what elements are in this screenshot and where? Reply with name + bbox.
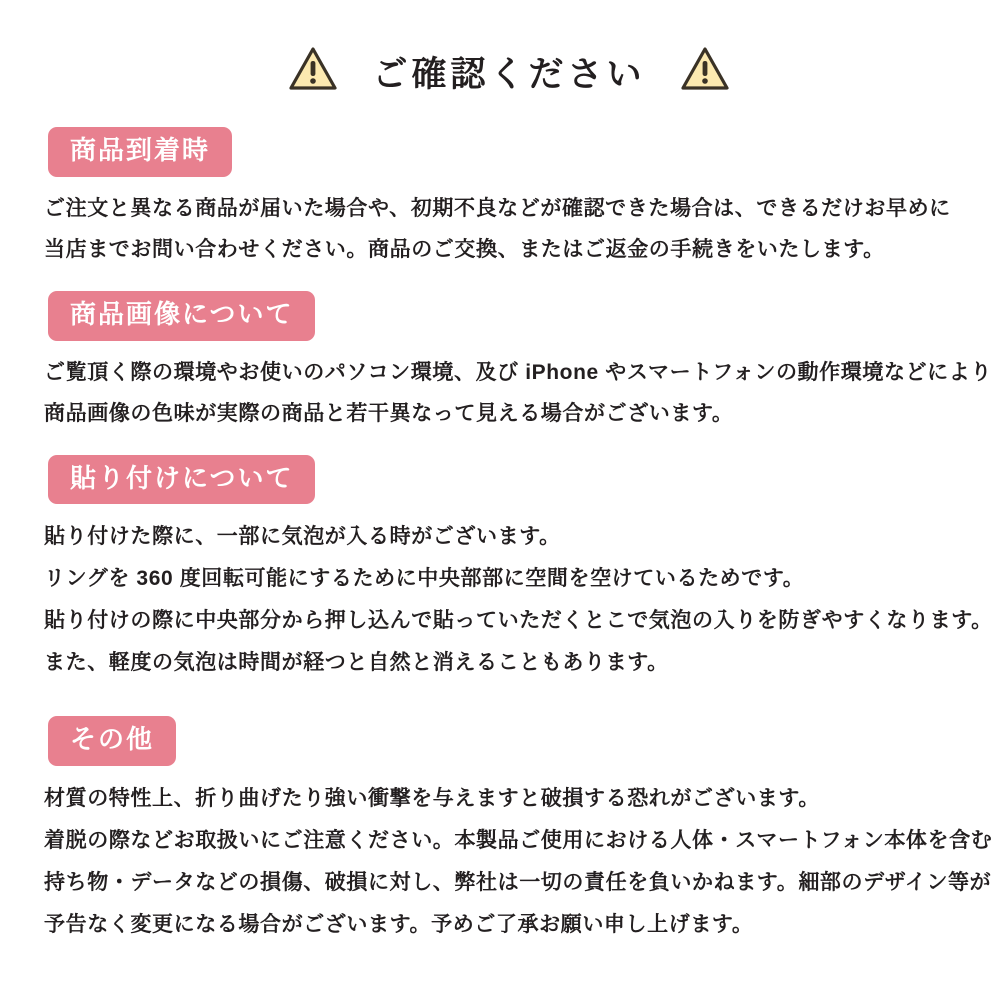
section-body-line: リングを 360 度回転可能にするために中央部部に空間を空けているためです。 <box>44 567 805 591</box>
section-body-line: 材質の特性上、折り曲げたり強い衝撃を与えますと破損する恐れがございます。 <box>44 787 820 811</box>
section-heading-badge: 貼り付けについて <box>48 455 315 505</box>
section-body-line: 予告なく変更になる場合がございます。予めご了承お願い申し上げます。 <box>44 913 754 937</box>
section-product-image <box>44 277 992 435</box>
section-heading-badge: 商品到着時 <box>48 127 232 177</box>
warning-triangle-icon <box>288 46 338 97</box>
section-application <box>44 441 993 685</box>
section-heading-badge: その他 <box>48 716 176 766</box>
section-body-line: ご注文と異なる商品が届いた場合や、初期不良などが確認できた場合は、できるだけお早めに <box>44 196 951 220</box>
page-title-row <box>44 46 974 97</box>
warning-triangle-icon <box>680 46 730 97</box>
section-body-line: 貼り付けた際に、一部に気泡が入る時がございます。 <box>44 525 561 549</box>
section-body-line: 貼り付けの際に中央部分から押し込んで貼っていただくとこで気泡の入りを防ぎやすくなります。 <box>44 609 993 633</box>
section-heading-badge: 商品画像について <box>48 291 315 341</box>
section-arrival <box>44 119 974 271</box>
section-other <box>44 690 993 946</box>
section-body-line: ご覧頂く際の環境やお使いのパソコン環境、及び iPhone やスマートフォンの動作環境などにより <box>44 360 992 384</box>
section-body-line: 着脱の際などお取扱いにご注意ください。本製品ご使用における人体・スマートフォン本体を含む <box>44 829 993 853</box>
section-body-line: 商品画像の色味が実際の商品と若干異なって見える場合がございます。 <box>44 401 734 425</box>
section-body-line: 持ち物・データなどの損傷、破損に対し、弊社は一切の責任を負いかねます。細部のデザイン等が <box>44 871 992 895</box>
section-body-line: また、軽度の気泡は時間が経つと自然と消えることもあります。 <box>44 651 669 675</box>
section-body-line: 当店までお問い合わせください。商品のご交換、またはご返金の手続きをいたします。 <box>44 237 885 261</box>
page-title: ご確認ください <box>372 54 646 94</box>
